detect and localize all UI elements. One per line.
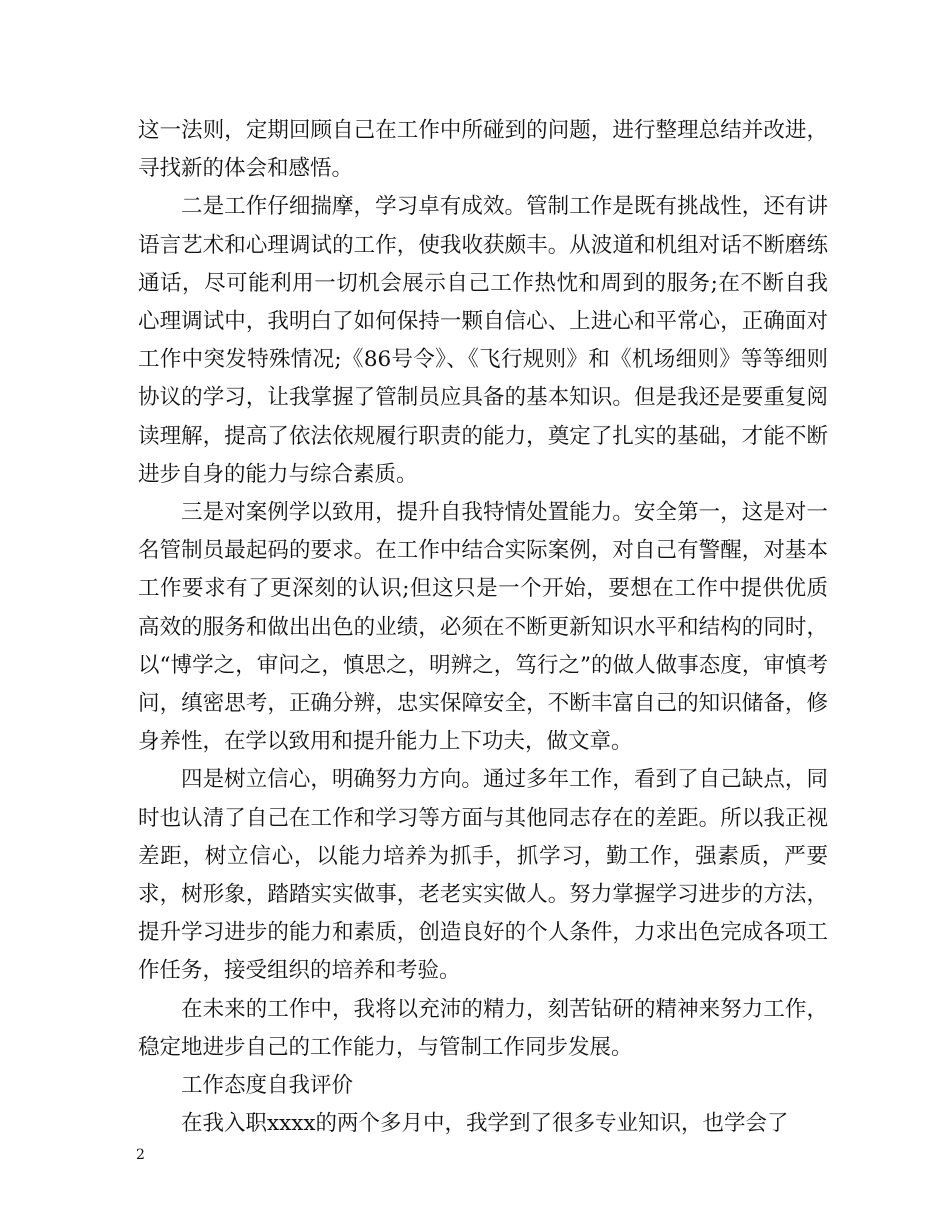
paragraph-3: 三是对案例学以致用，提升自我特情处置能力。安全第一，这是对一名管制员最起码的要求。在工作中结合实际案例，对自己有警醒，对基本工作要求有了更深刻的认识;但这只是一个开始，要想在工作中提供优质高效的服务和做出出色的业绩，必须在不断更新知识水平和结构的同时，以“博学之，审问之，慎思之，明辨之，笃行之”的做人做事态度，审慎考问，缜密思考，正确分辨，忠实保障安全，不断丰富自己的知识储备，修身养性，在学以致用和提升能力上下功夫，做文章。 [138, 500, 828, 755]
paragraph-4: 四是树立信心，明确努力方向。通过多年工作，看到了自己缺点，同时也认清了自己在工作和学习等方面与其他同志存在的差距。所以我正视差距，树立信心，以能力培养为抓手，抓学习，勤工作，强素质，严要求，树形象，踏踏实实做事，老老实实做人。努力掌握学习进步的方法，提升学习进步的能力和素质，创造良好的个人条件，力求出色完成各项工作任务，接受组织的培养和考验。 [138, 767, 828, 984]
section-heading: 工作态度自我评价 [181, 1073, 354, 1099]
paragraph-5: 在未来的工作中，我将以充沛的精力，刻苦钻研的精神来努力工作，稳定地进步自己的工作能力，与管制工作同步发展。 [138, 996, 828, 1060]
paragraph-2: 二是工作仔细揣摩，学习卓有成效。管制工作是既有挑战性，还有讲语言艺术和心理调试的工作，使我收获颇丰。从波道和机组对话不断磨练通话，尽可能利用一切机会展示自己工作热忱和周到的服务;在不断自我心理调试中，我明白了如何保持一颗自信心、上进心和平常心，正确面对工作中突发特殊情况;《86号令》、《飞行规则》和《机场细则》等等细则协议的学习，让我掌握了管制员应具备的基本知识。但是我还是要重复阅读理解，提高了依法依规履行职责的能力，奠定了扎实的基础，才能不断进步自身的能力与综合素质。 [138, 194, 828, 487]
paragraph-6: 在我入职xxxx的两个多月中，我学到了很多专业知识，也学会了 [181, 1111, 789, 1137]
document-body [138, 112, 828, 1143]
page-number: 2 [136, 1147, 145, 1163]
paragraph-1: 这一法则，定期回顾自己在工作中所碰到的问题，进行整理总结并改进，寻找新的体会和感悟。 [138, 118, 828, 182]
